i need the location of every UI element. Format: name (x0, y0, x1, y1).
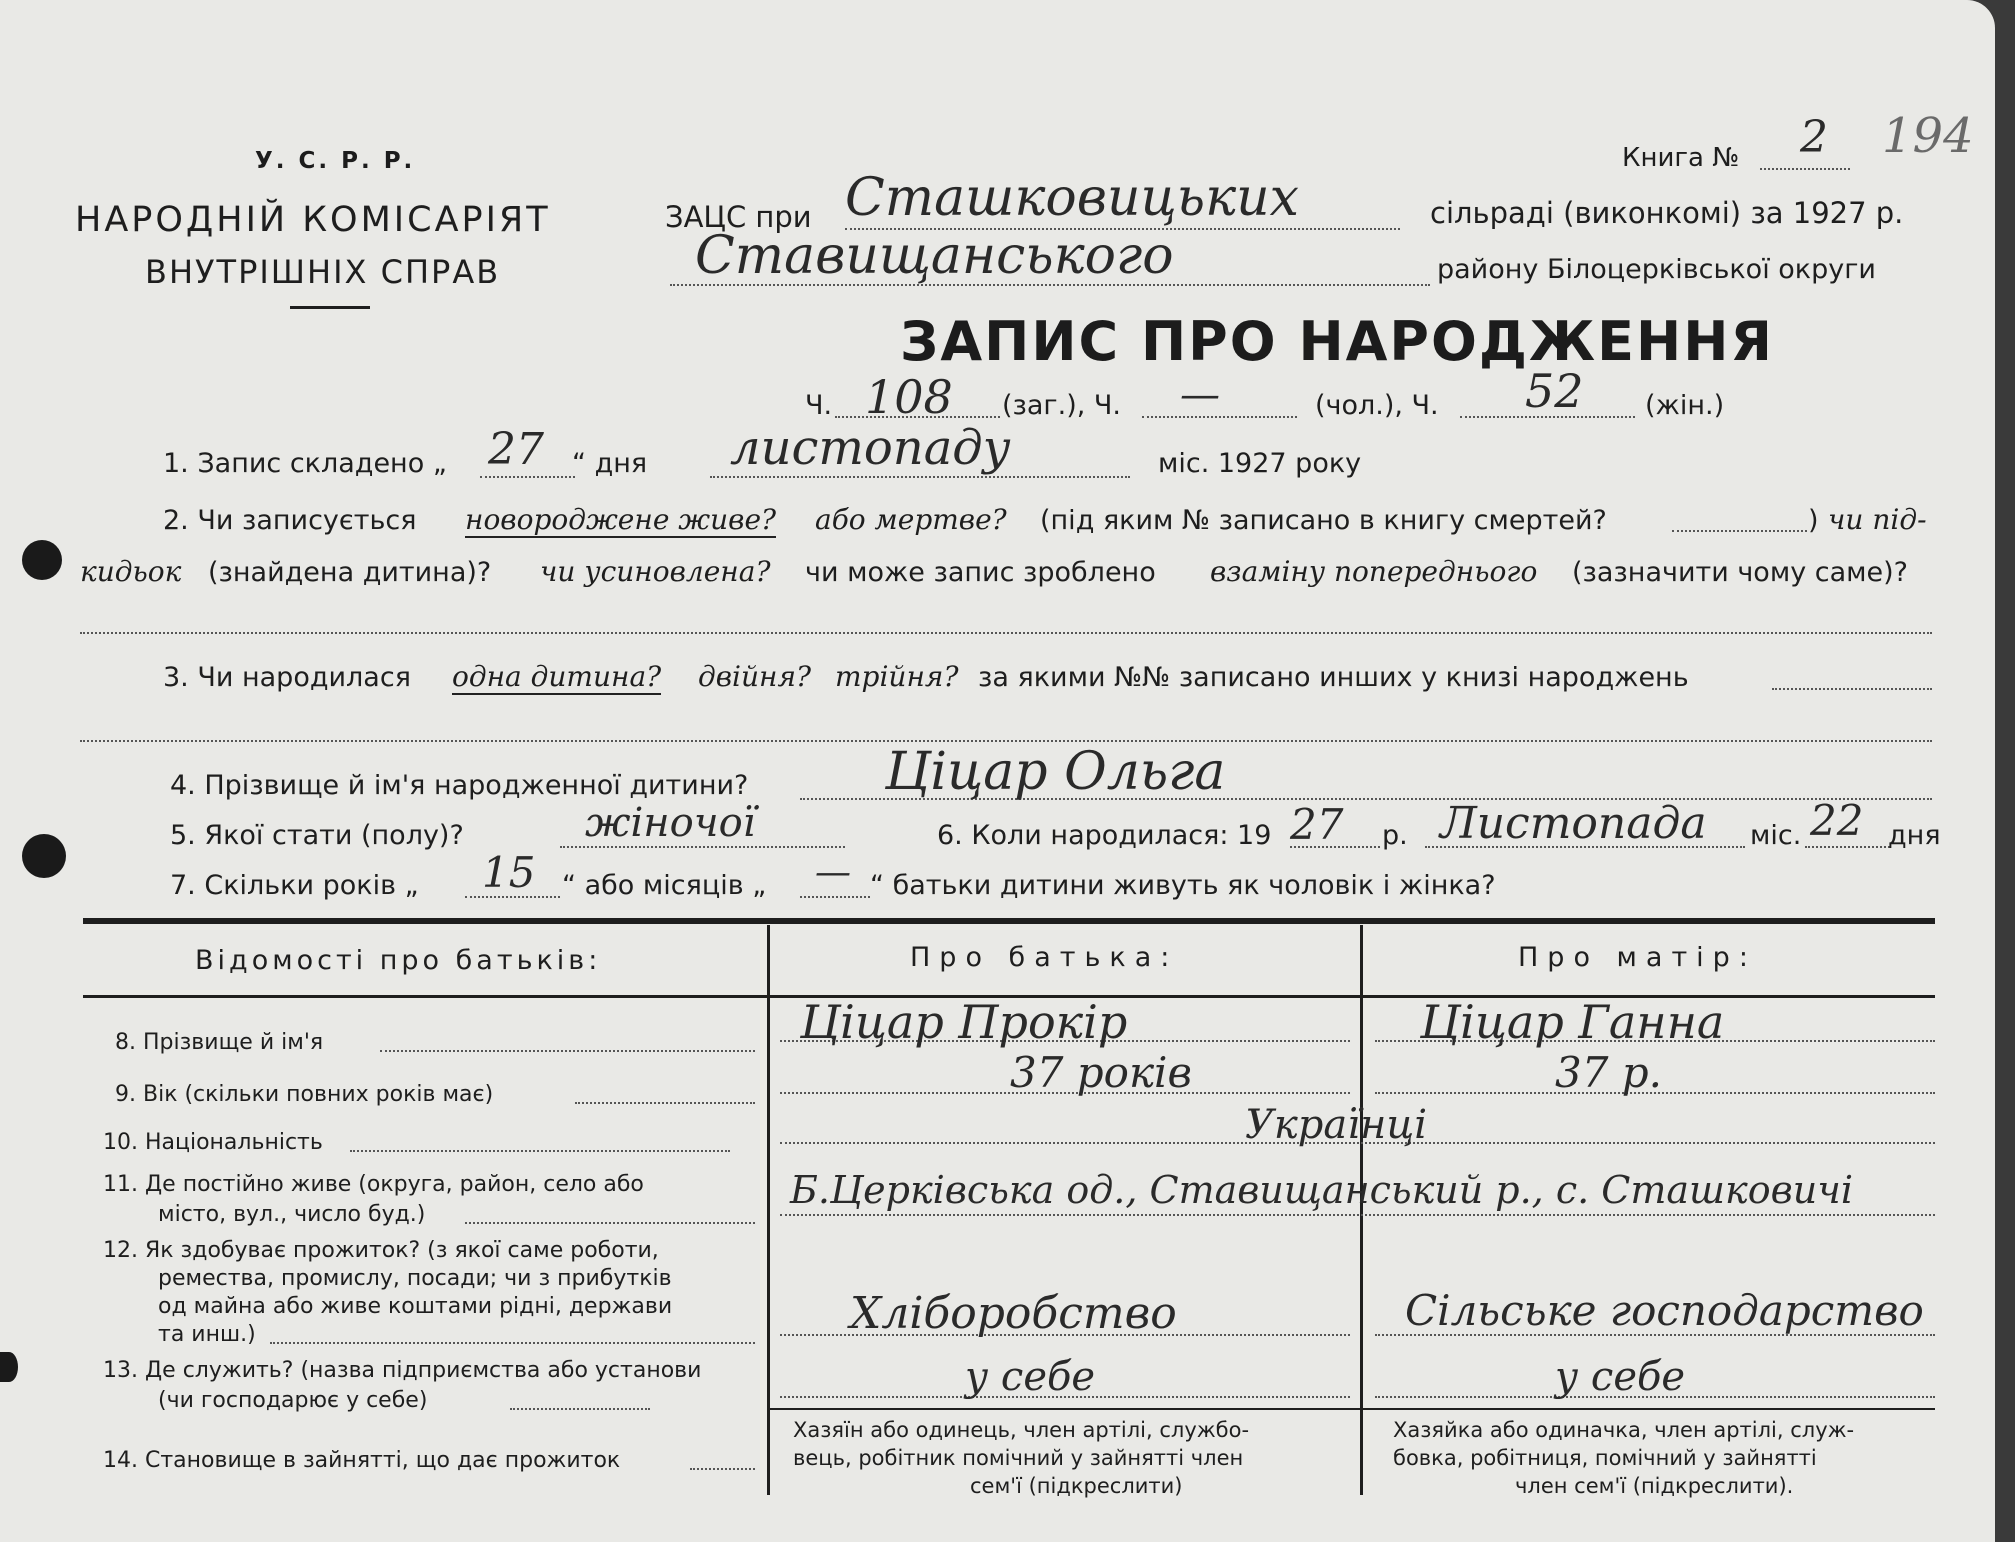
field6-day-line (1805, 846, 1890, 848)
field6-dnya: дня (1888, 820, 1941, 851)
birth-month: Листопада (1440, 798, 1707, 849)
field2-opt-replace: взаміну попереднього (1210, 555, 1538, 588)
field6-r: р. (1382, 820, 1408, 851)
commissariat-line2: ВНУТРІШНІХ СПРАВ (145, 253, 501, 291)
zags-village: Сташковицьких (845, 168, 1299, 228)
field4-label: 4. Прізвище й ім'я народженної дитини? (170, 770, 749, 801)
row10-label: 10. Національність (103, 1130, 323, 1155)
row12-dots (270, 1342, 755, 1344)
field6-mis: міс. (1750, 820, 1802, 851)
row13-dots (510, 1408, 650, 1410)
field1-day: 27 (488, 424, 544, 475)
mother-status-line2: бовка, робітниця, помічний у зайнятті (1393, 1446, 1817, 1470)
field7-prefix: 7. Скільки років „ (170, 870, 419, 901)
field7-suffix: “ батьки дитини живуть як чоловік і жінка? (870, 870, 1496, 901)
commissariat-line1: НАРОДНІЙ КОМІСАРІЯТ (75, 200, 551, 240)
field1-suffix: міс. 1927 року (1158, 448, 1362, 479)
row8-dots (380, 1050, 755, 1052)
zags-label: ЗАЦС при (665, 200, 812, 234)
row14-label: 14. Становище в зайнятті, що дає прожиток (103, 1448, 621, 1473)
mother-status-line1: Хазяйка або одиначка, член артілі, служ- (1393, 1418, 1855, 1442)
row10-dots (350, 1150, 730, 1152)
mother-status-line3: член сем'ї (підкреслити). (1515, 1474, 1794, 1498)
table-header-mother: Про матір: (1518, 942, 1757, 973)
field3-opt-single: одна дитина? (452, 660, 662, 693)
field6-label: 6. Коли народилася: 19 (937, 820, 1272, 851)
years-together: 15 (482, 848, 536, 897)
book-number-line (1760, 168, 1850, 170)
field2-reason-line (80, 632, 1932, 634)
selrada-label: сільраді (виконкомі) за 1927 р. (1430, 196, 1904, 230)
field2-deaths-line (1672, 530, 1807, 532)
months-together: — (815, 852, 851, 893)
field1-prefix: 1. Запис складено „ (163, 448, 447, 479)
table-header-parents: Відомості про батьків: (195, 945, 602, 976)
ch-label: Ч. (805, 390, 833, 421)
field3-num: 3. Чи народилася (163, 662, 411, 693)
mother-age: 37 р. (1555, 1048, 1663, 1097)
ussr-label: У. С. Р. Р. (255, 148, 416, 174)
child-name: Ціцар Ольга (885, 742, 1226, 802)
field2-opt-foundling-b: кидьок (80, 555, 182, 588)
child-sex: жіночої (585, 800, 756, 846)
field5-label: 5. Якої стати (полу)? (170, 820, 464, 851)
district-name: Ставищанського (695, 226, 1174, 286)
page-title: ЗАПИС ПРО НАРОДЖЕННЯ (900, 310, 1774, 373)
field1-month: листопаду (730, 420, 1011, 476)
ch-female: 52 (1525, 364, 1584, 418)
shared-row11-line (780, 1214, 1935, 1216)
row11-dots (465, 1222, 755, 1224)
field2-opt-live: новороджене живе? (465, 503, 777, 536)
field7-mid: “ або місяців „ (562, 870, 767, 901)
field7-months-line (800, 896, 870, 898)
field2-end2: (зазначити чому саме)? (1572, 557, 1908, 588)
row9-dots (575, 1102, 755, 1104)
field3-rest: за якими №№ записано инших у книзі народжень (978, 662, 1689, 693)
chol-label: (чол.), Ч. (1315, 390, 1439, 421)
district-label: району Білоцерківської округи (1437, 254, 1876, 285)
row12-label-4: та инш.) (158, 1322, 256, 1347)
father-occupation: Хліборобство (850, 1288, 1177, 1339)
row9-label: 9. Вік (скільки повних років має) (115, 1082, 494, 1107)
field2-opt-dead: або мертве? (815, 503, 1007, 536)
row11-label-1: 11. Де постійно живе (округа, район, село або (103, 1172, 644, 1197)
book-label: Книга № (1622, 143, 1740, 173)
ch-male: — (1180, 372, 1220, 418)
field2-num: 2. Чи записується (163, 505, 417, 536)
table-inner-rule (770, 1408, 1935, 1410)
table-header-father: Про батька: (910, 942, 1179, 973)
father-status-line3: сем'ї (підкреслити) (970, 1474, 1183, 1498)
father-status-line2: вець, робітник помічний у зайнятті член (793, 1446, 1244, 1470)
ch-total: 108 (865, 370, 953, 424)
field2-mid: (під яким № записано в книгу смертей? (1040, 505, 1607, 536)
field3-opt-triplets: трійня? (835, 660, 959, 693)
nationality: Українці (1245, 1102, 1428, 1148)
father-age: 37 років (1010, 1048, 1192, 1097)
father-name: Ціцар Прокір (800, 995, 1128, 1049)
row13-label-1: 13. Де служить? (назва підприємства або установи (103, 1358, 702, 1383)
mother-occupation: Сільське господарство (1405, 1286, 1924, 1335)
row12-label-3: од майна або живе коштами рідні, держави (158, 1294, 673, 1319)
field5-line (560, 846, 845, 848)
punch-hole-top (22, 540, 62, 580)
field1-day-line (480, 476, 575, 478)
field2-end: ) (1808, 505, 1819, 536)
field1-month-line (710, 476, 1130, 478)
birth-day: 22 (1810, 796, 1864, 845)
field3-line1 (1772, 688, 1932, 690)
field2-mid2: чи може запис зроблено (805, 557, 1156, 588)
mother-workplace: у себе (1555, 1354, 1686, 1400)
punch-hole-middle (22, 834, 66, 878)
divider (290, 306, 370, 309)
zhin-label: (жін.) (1645, 390, 1725, 421)
father-workplace: у себе (965, 1354, 1096, 1400)
field1-mid: “ дня (572, 448, 648, 479)
residence: Б.Церківська од., Ставищанський р., с. Сташковичі (790, 1168, 1853, 1212)
birth-year: 27 (1290, 800, 1344, 849)
book-number-extra: 194 (1882, 108, 1974, 164)
field3-opt-twins: двійня? (698, 660, 812, 693)
book-number: 2 (1800, 112, 1828, 163)
zag-label: (заг.), Ч. (1002, 390, 1121, 421)
row11-label-2: місто, вул., число буд.) (158, 1202, 426, 1227)
row12-label-1: 12. Як здобуває прожиток? (з якої саме роботи, (103, 1238, 659, 1263)
row14-dots (690, 1468, 755, 1470)
field2-found: (знайдена дитина)? (208, 557, 492, 588)
row12-label-2: ремества, промислу, посади; чи з прибутків (158, 1266, 672, 1291)
mother-name: Ціцар Ганна (1420, 995, 1725, 1049)
row13-label-2: (чи господарює у себе) (158, 1388, 428, 1413)
father-status-line1: Хазяїн або одинець, член артілі, службо- (793, 1418, 1250, 1442)
row8-label: 8. Прізвище й ім'я (115, 1030, 324, 1055)
table-top-rule (83, 918, 1935, 924)
field2-opt-foundling-a: чи під- (1828, 503, 1927, 536)
punch-hole-bottom (0, 1352, 18, 1382)
field2-opt-adopted: чи усиновлена? (540, 555, 771, 588)
